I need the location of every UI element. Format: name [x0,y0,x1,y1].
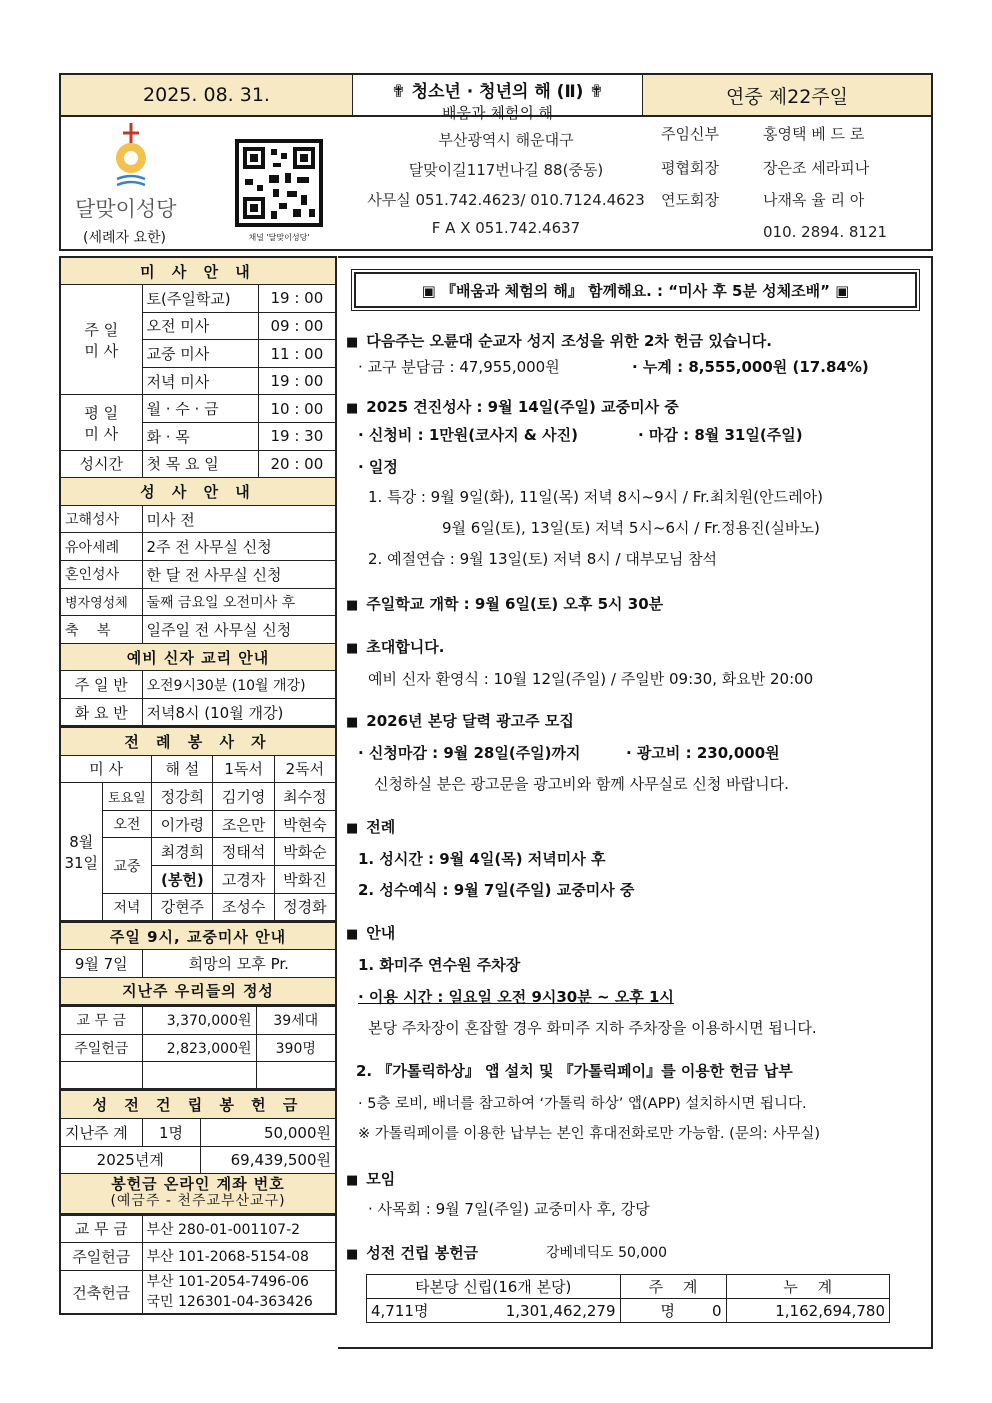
notice-line: 2. 『가톨릭하상』 앱 설치 및 『가톨릭페이』를 이용한 헌금 납부 [356,1062,793,1080]
sunday-mass-label: 주 일 미 사 [60,285,142,395]
empty-cell [142,1062,256,1090]
nine-oclock-table [59,922,337,1006]
notice-line: 2. 성수예식 : 9월 7일(주일) 교중미사 중 [358,881,635,899]
mass-time: 10 : 00 [258,395,336,423]
notice-heading: ■ 주일학교 개학 : 9월 6일(토) 오후 5시 30분 [346,593,663,614]
offering-table [59,1006,337,1090]
account-number: 국민 126301-04-363426 [146,1294,313,1311]
notice-line: · 누계 : 8,555,000원 (17.84%) [632,358,869,376]
address-line: 부산광역시 해운대구 [438,131,574,149]
sacrament-info: 일주일 전 사무실 신청 [142,616,336,644]
offering-type: 교 무 금 [60,1007,142,1035]
notice-heading: ■ 2025 견진성사 : 9월 14일(주일) 교중미사 중 [346,396,679,417]
sacrament-name: 혼인성사 [60,561,142,589]
sacrament-name: 유아세례 [60,533,142,561]
offering-amount: 3,370,000원 [142,1007,256,1035]
commentator: 강현주 [152,893,213,921]
parish-logo-icon [111,121,161,201]
col-header: 타본당 신립(16개 본당) [367,1275,621,1299]
qr-code-icon [235,139,323,227]
notice-line: ※ 가톨릭페이를 이용한 납부는 본인 휴대전화로만 가능함. (문의: 사무실) [358,1126,821,1142]
building-amount: 69,439,500원 [200,1146,336,1174]
reader-2: 최수정 [274,783,336,811]
theme-title: ✟ 청소년 · 청년의 해 (Ⅱ) ✟ [391,82,604,102]
account-number: 부산 101-2054-7496-06 [146,1274,309,1291]
notices-panel [338,256,933,1349]
adoration-banner: ▣ 『배움과 체험의 해』 함께해요. : “미사 후 5분 성체조배” ▣ [354,272,917,308]
commentator: 최경희 [152,838,213,866]
mass-time: 09 : 00 [258,312,336,340]
account-number-pair [142,1270,336,1314]
notice-line: · 일정 [358,458,398,476]
account-type: 교 무 금 [60,1215,142,1243]
address-line: 달맞이길117번나길 88(중동) [408,161,604,179]
section-title: 봉헌금 온라인 계좌 번호 [111,1175,285,1194]
building-label: 지난주 계 [60,1118,142,1146]
legion-name: 희망의 모후 Pr. [142,950,336,978]
notice-heading: ■ 2026년 본당 달력 광고주 모집 [346,710,574,731]
mass-name: 교중 미사 [142,340,258,368]
notice-line: · 신청마감 : 9월 28일(주일)까지 [358,744,581,762]
reader-2: 박현숙 [274,810,336,838]
mass-name: 월 · 수 · 금 [142,395,258,423]
building-label: 2025년계 [60,1146,200,1174]
parish-name: 달맞이성당 [75,197,177,221]
empty-cell [60,1062,142,1090]
reader-1: 조은만 [213,810,274,838]
notice-line: 본당 주차장이 혼잡할 경우 화미주 지하 주차장을 이용하시면 됩니다. [368,1019,817,1037]
col-header: 미 사 [60,755,152,783]
col-header: 누 계 [726,1275,889,1299]
notice-line: 9월 6일(토), 13일(토) 저녁 5시~6시 / Fr.정용진(실바노) [442,519,820,537]
sacrament-info: 둘째 금요일 오전미사 후 [142,588,336,616]
sacrament-info: 한 달 전 사무실 신청 [142,561,336,589]
notice-line: 신청하실 분은 광고문을 광고비와 함께 사무실로 신청 바랍니다. [374,775,789,793]
account-holder: (예금주 - 천주교부산교구) [110,1193,286,1210]
section-title: 주일 9시, 교중미사 안내 [60,922,336,950]
notice-heading: ■ 초대합니다. [346,636,444,657]
mass-name: 화 · 목 [142,423,258,451]
notice-line: · 5층 로비, 배너를 참고하여 ‘가톨릭 하상’ 앱(APP) 설치하시면 됩니다. [358,1096,807,1112]
account-number: 부산 101-2068-5154-08 [142,1243,336,1271]
mass-name: 저녁 미사 [142,367,258,395]
notice-line: 1. 화미주 연수원 주차장 [358,956,521,974]
notice-line: · 교구 분담금 : 47,955,000원 [358,358,560,376]
reader-1: 조성수 [213,893,274,921]
notice-line: · 광고비 : 230,000원 [626,744,780,762]
mass-name: 토(주일학교) [142,285,258,313]
notice-heading: ■ 모임 [346,1168,395,1189]
theme-subtitle: 배움과 체험의 해 [442,104,553,122]
left-column [59,256,337,1315]
offering-type: 주일헌금 [60,1034,142,1062]
staff-role: 연도회장 [661,191,719,209]
notice-heading: ■ 안내 [346,922,395,943]
notice-line: · 마감 : 8월 31일(주일) [638,426,803,444]
notice-line: · 신청비 : 1만원(코사지 & 사진) [358,426,578,444]
sacrament-name: 축 복 [60,616,142,644]
sacrament-name: 고해성사 [60,505,142,533]
liturgy-date: 8월 31일 [60,783,102,921]
notice-line: 예비 신자 환영식 : 10월 12일(주일) / 주일반 09:30, 화요반 20:00 [368,670,814,688]
staff-name: 나재옥 율 리 아 [763,191,865,209]
offering-amount: 2,823,000원 [142,1034,256,1062]
notice-heading: ■ 성전 건립 봉헌금 [346,1242,478,1263]
commentator: 정강희 [152,783,213,811]
notice-line: 1. 특강 : 9월 9일(화), 11일(목) 저녁 8시~9시 / Fr.최치원(안드레아) [368,488,823,506]
reader-1: 고경자 [213,866,274,894]
holy-hour-label: 성시간 [60,450,142,478]
offering-count: 39세대 [256,1007,336,1035]
offering-count: 390명 [256,1034,336,1062]
mass-time: 19 : 00 [258,367,336,395]
account-type: 주일헌금 [60,1243,142,1271]
class-info: 오전9시30분 (10월 개강) [142,671,336,699]
building-table [59,1090,337,1214]
account-number: 부산 280-01-001107-2 [142,1215,336,1243]
section-title: 성 전 건 립 봉 헌 금 [60,1091,336,1119]
weekly-amount: 0 [701,1299,726,1323]
offertory: (봉헌) [152,866,213,894]
theme-box [353,75,643,122]
mass-slot: 교중 [102,838,152,893]
col-header: 해 설 [152,755,213,783]
mass-slot: 오전 [102,810,152,838]
class-name: 주 일 반 [60,671,142,699]
class-info: 저녁8시 (10월 개강) [142,699,336,727]
building-count: 1명 [142,1118,200,1146]
weekly-count: 명 [620,1299,701,1323]
notice-line: · 이용 시간 : 일요일 오전 9시30분 ~ 오후 1시 [358,988,674,1006]
account-type: 건축헌금 [60,1270,142,1314]
notice-heading: ■ 다음주는 오륜대 순교자 성지 조성을 위한 2차 헌금 있습니다. [346,330,772,351]
mass-time: 19 : 00 [258,285,336,313]
reader-1: 정태석 [213,838,274,866]
mass-time: 20 : 00 [258,450,336,478]
weekday-mass-label: 평 일 미 사 [60,395,142,450]
reader-2: 박화진 [274,866,336,894]
commentator: 이가령 [152,810,213,838]
header-bar [59,73,933,122]
section-title: 성 사 안 내 [60,478,336,506]
staff-name: 장은조 세라피나 [763,159,870,177]
notice-line: 2. 예절연습 : 9월 13일(토) 저녁 8시 / 대부모님 참석 [368,550,718,568]
fax: F A X 051.742.4637 [431,219,581,237]
parish-count: 4,711명 [367,1299,458,1323]
empty-cell [256,1062,336,1090]
reader-1: 김기영 [213,783,274,811]
mass-name: 첫 목 요 일 [142,450,258,478]
reader-2: 정경화 [274,893,336,921]
total-amount: 1,162,694,780 [726,1299,889,1323]
qr-caption: 채널 '달맞이성당' [248,233,310,242]
section-title: 미 사 안 내 [60,257,336,285]
bulletin-date: 2025. 08. 31. [61,75,353,115]
staff-name: 홍영택 베 드 로 [763,125,865,143]
staff-phone: 010. 2894. 8121 [763,223,888,241]
mass-slot: 저녁 [102,893,152,921]
col-header: 1독서 [213,755,274,783]
mass-time: 19 : 30 [258,423,336,451]
building-summary-table [366,1274,890,1323]
notice-line: · 사목회 : 9월 7일(주일) 교중미사 후, 강당 [368,1200,650,1218]
mass-name: 오전 미사 [142,312,258,340]
parish-amount: 1,301,462,279 [457,1299,620,1323]
staff-role: 주임신부 [661,125,719,143]
parish-patron: (세례자 요한) [83,230,166,246]
reader-2: 박화순 [274,838,336,866]
accounts-header [60,1174,336,1214]
mass-table [59,256,337,727]
sacrament-info: 미사 전 [142,505,336,533]
class-name: 화 요 반 [60,699,142,727]
section-title: 지난주 우리들의 정성 [60,977,336,1005]
mass-slot: 토요일 [102,783,152,811]
section-title: 전 례 봉 사 자 [60,728,336,756]
section-title: 예비 신자 교리 안내 [60,643,336,671]
liturgy-table [59,727,337,922]
col-header: 주 계 [620,1275,726,1299]
sacrament-info: 2주 전 사무실 신청 [142,533,336,561]
legion-date: 9월 7일 [60,950,142,978]
notice-line: 1. 성시간 : 9월 4일(목) 저녁미사 후 [358,850,606,868]
liturgical-sunday: 연중 제22주일 [726,85,848,108]
office-phone: 사무실 051.742.4623/ 010.7124.4623 [367,191,645,209]
donor-line: 강베네딕도 50,000 [546,1245,668,1261]
parish-info [59,117,933,251]
mass-time: 11 : 00 [258,340,336,368]
col-header: 2독서 [274,755,336,783]
accounts-table [59,1215,337,1316]
staff-role: 평협회장 [661,159,719,177]
sacrament-name: 병자영성체 [60,588,142,616]
notice-heading: ■ 전례 [346,816,395,837]
building-amount: 50,000원 [200,1118,336,1146]
